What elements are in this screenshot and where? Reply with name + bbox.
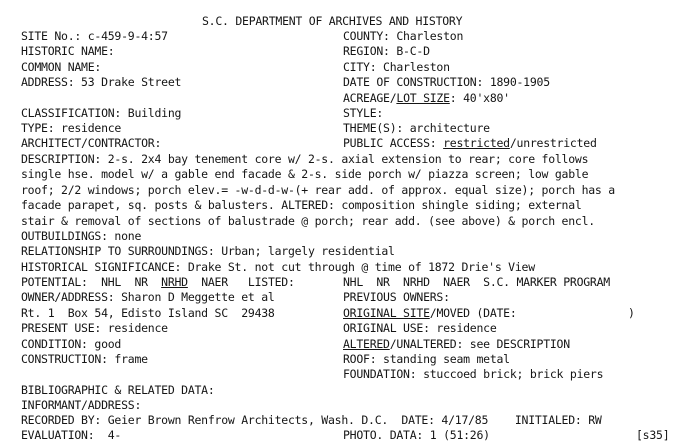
public-access: [343, 137, 597, 150]
moved-date: /MOVED (DATE:: [429, 306, 517, 320]
present-use: PRESENT USE: residence: [21, 321, 168, 335]
outbuildings: OUTBUILDINGS: none: [21, 229, 142, 243]
informant-address: INFORMANT/ADDRESS:: [21, 398, 142, 412]
historic-name: HISTORIC NAME:: [21, 44, 115, 58]
construction: CONSTRUCTION: frame: [21, 352, 148, 366]
site-number: SITE No.: c-459-9-4:57: [21, 29, 168, 43]
potential: [21, 276, 295, 289]
photo-data: PHOTO. DATA: 1 (51:26): [343, 428, 490, 442]
public-access-unrestricted: /unrestricted: [509, 136, 597, 150]
acreage-lot-size: [343, 92, 510, 105]
architect-contractor: ARCHITECT/CONTRACTOR:: [21, 136, 162, 150]
relationship-to-surroundings: RELATIONSHIP TO SURROUNDINGS: Urban; largely residential: [21, 244, 395, 258]
potential-nrhd: NRHD: [161, 275, 188, 289]
description-line: stair & removal of sections of balustrade @ porch; rear add. (see above) & porch encl.: [21, 214, 595, 228]
address: ADDRESS: 53 Drake Street: [21, 75, 182, 89]
altered: ALTERED: [343, 337, 390, 351]
common-name: COMMON NAME:: [21, 60, 102, 74]
potential-prefix: POTENTIAL: NHL NR: [21, 275, 162, 289]
recorded-by: RECORDED BY: Geier Brown Renfrow Architects, Wash. D.C. DATE: 4/17/85 INITIALED: RW: [21, 413, 602, 427]
description-line: facade parapet, sq. posts & balusters. ALTERED: composition shingle siding; external: [21, 198, 582, 212]
classification: CLASSIFICATION: Building: [21, 106, 182, 120]
county: COUNTY: Charleston: [343, 29, 464, 43]
roof: ROOF: standing seam metal: [343, 352, 510, 366]
owner-address-line2: Rt. 1 Box 54, Edisto Island SC 29438: [21, 306, 275, 320]
lot-size-label: LOT SIZE: [396, 91, 450, 105]
evaluation: EVALUATION: 4-: [21, 428, 122, 442]
owner-address: OWNER/ADDRESS: Sharon D Meggette et al: [21, 290, 275, 304]
acreage-label: ACREAGE/: [343, 91, 397, 105]
original-use: ORIGINAL USE: residence: [343, 321, 497, 335]
public-access-restricted: restricted: [443, 136, 510, 150]
page-title: S.C. DEPARTMENT OF ARCHIVES AND HISTORY: [202, 14, 463, 28]
potential-suffix: NAER LISTED:: [187, 275, 295, 289]
region: REGION: B-C-D: [343, 44, 430, 58]
description-line: DESCRIPTION: 2-s. 2x4 bay tenement core w/ 2-s. axial extension to rear; core follows: [21, 152, 589, 166]
public-access-label: PUBLIC ACCESS:: [343, 136, 444, 150]
unaltered: /UNALTERED: see DESCRIPTION: [389, 337, 570, 351]
date-of-construction: DATE OF CONSTRUCTION: 1890-1905: [343, 75, 550, 89]
previous-owners: PREVIOUS OWNERS:: [343, 290, 450, 304]
condition: CONDITION: good: [21, 337, 122, 351]
reference-code: [s35]: [636, 428, 670, 442]
description-line: single hse. model w/ a gable end facade & 2-s. side porch w/ piazza screen; low gable: [21, 167, 589, 181]
original-site: ORIGINAL SITE: [343, 306, 430, 320]
altered-unaltered: [343, 338, 570, 351]
themes: THEME(S): architecture: [343, 121, 490, 135]
bibliographic-data: BIBLIOGRAPHIC & RELATED DATA:: [21, 383, 215, 397]
style: STYLE:: [343, 106, 384, 120]
city: CITY: Charleston: [343, 60, 450, 74]
acreage-value: : 40'x80': [449, 91, 510, 105]
historical-significance: HISTORICAL SIGNIFICANCE: Drake St. not cut through @ time of 1872 Drie's View: [21, 260, 535, 274]
listed-options: NHL NR NRHD NAER S.C. MARKER PROGRAM: [343, 275, 610, 289]
moved-date-close: ): [628, 306, 635, 320]
foundation: FOUNDATION: stuccoed brick; brick piers: [343, 367, 604, 381]
type: TYPE: residence: [21, 121, 122, 135]
original-site-moved: [343, 307, 517, 320]
description-line: roof; 2/2 windows; porch elev.= -w-d-d-w-(+ rear add. of approx. equal size); porch has a: [21, 183, 615, 197]
